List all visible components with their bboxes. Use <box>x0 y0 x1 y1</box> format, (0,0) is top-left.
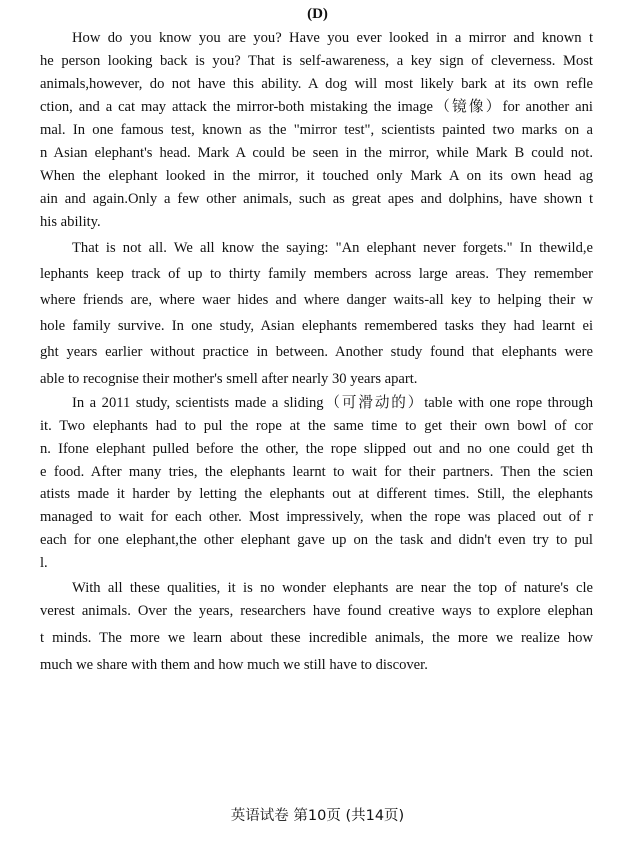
page-footer: 英语试卷 第10页 (共14页) <box>230 808 405 824</box>
paragraph-3-line: managed to wait for each other. Most impressively, when the rope was placed out of r <box>40 509 593 525</box>
paragraph-2-line: able to recognise their mother's smell after nearly 30 years apart. <box>40 371 418 387</box>
paragraph-2-line: where friends are, where waer hides and where danger waits-all key to helping their w <box>40 292 593 308</box>
paragraph-1-line: n Asian elephant's head. Mark A could be seen in the mirror, while Mark B could not. <box>40 145 593 161</box>
paragraph-1-line: ction, and a cat may attack the mirror-both mistaking the image（镜像）for another ani <box>40 99 593 115</box>
paragraph-3-line: e food. After many tries, the elephants learnt to wait for their partners. Then the scien <box>40 464 593 480</box>
paragraph-2-line: hole family survive. In one study, Asian elephants remembered tasks they had learnt ei <box>40 318 593 334</box>
paragraph-3-line: atists made it harder by letting the elephants out at different times. Still, the elephants <box>40 486 593 502</box>
paragraph-3-line: In a 2011 study, scientists made a sliding（可滑动的）table with one rope through <box>72 395 593 411</box>
paragraph-1-line: animals,however, do not have this ability. A dog will most likely bark at its own refle <box>40 76 593 92</box>
paragraph-3-line: each for one elephant,the other elephant gave up on the task and didn't even try to pul <box>40 532 593 548</box>
paragraph-1-line: How do you know you are you? Have you ever looked in a mirror and known t <box>72 30 593 46</box>
paragraph-2-line: That is not all. We all know the saying: "An elephant never forgets." In thewild,e <box>72 240 593 256</box>
paragraph-4-line: t minds. The more we learn about these incredible animals, the more we realize how <box>40 630 593 646</box>
passage-heading: (D) <box>307 6 328 22</box>
paragraph-3-line: n. Ifone elephant pulled before the other, the rope slipped out and no one could get th <box>40 441 593 457</box>
paragraph-4-line: much we share with them and how much we still have to discover. <box>40 657 428 673</box>
paragraph-2-line: ght years earlier without practice in between. Another study found that elephants were <box>40 344 593 360</box>
paragraph-1-line: his ability. <box>40 214 101 230</box>
paragraph-1-line: mal. In one famous test, known as the "mirror test", scientists painted two marks on a <box>40 122 593 138</box>
paragraph-1-line: he person looking back is you? That is self-awareness, a key sign of cleverness. Most <box>40 53 593 69</box>
paragraph-1-line: ain and again.Only a few other animals, such as great apes and dolphins, have shown t <box>40 191 593 207</box>
paragraph-3-line: l. <box>40 555 48 571</box>
paragraph-1-line: When the elephant looked in the mirror, it touched only Mark A on its own head ag <box>40 168 593 184</box>
paragraph-2-line: lephants keep track of up to thirty family members across large areas. They remember <box>40 266 593 282</box>
paragraph-3-line: it. Two elephants had to pul the rope at the same time to get their own bowl of cor <box>40 418 593 434</box>
paragraph-4-line: With all these qualities, it is no wonder elephants are near the top of nature's cle <box>72 580 593 596</box>
paragraph-4-line: verest animals. Over the years, researchers have found creative ways to explore elephan <box>40 603 593 619</box>
